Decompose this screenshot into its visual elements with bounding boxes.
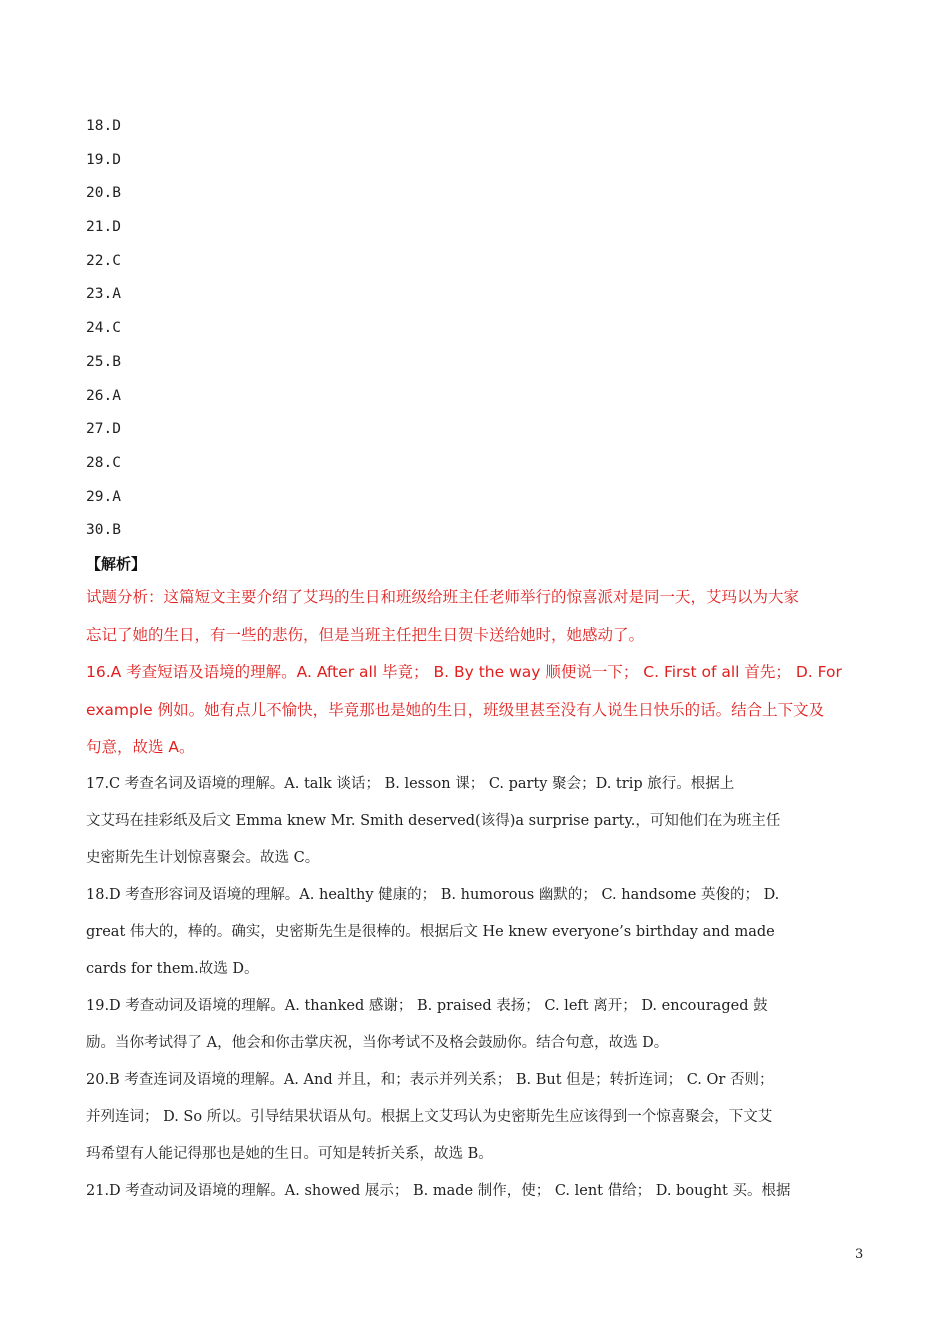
analysis-heading: 【解析】 <box>86 555 147 573</box>
page-number: 3 <box>855 1247 864 1262</box>
answer-item: 28.C <box>86 454 121 471</box>
explanation-line: example 例如。她有点儿不愉快，毕竟那也是她的生日，班级里甚至没有人说生日快乐的话。结合上下文及 <box>86 700 825 719</box>
explanation-line: 史密斯先生计划惊喜聚会。故选 C。 <box>86 850 320 866</box>
answer-item: 24.C <box>86 320 121 337</box>
explanation-line: cards for them.故选 D。 <box>86 961 259 977</box>
analysis-summary <box>86 578 876 654</box>
explanation-line: 玛希望有人能记得那也是她的生日。可知是转折关系，故选 B。 <box>86 1146 493 1162</box>
answer-item: 18.D <box>86 118 121 134</box>
question-16-explanation <box>86 654 876 767</box>
explanation-line: 19.D 考查动词及语境的理解。A. thanked 感谢； B. praised 表扬； C. left 离开； D. encouraged 鼓 <box>86 998 768 1014</box>
answer-item: 19.D <box>86 151 121 168</box>
answer-item: 30.B <box>86 522 121 539</box>
answer-item: 23.A <box>86 286 121 303</box>
analysis-line: 忘记了她的生日，有一些的悲伤，但是当班主任把生日贺卡送给她时，她感动了。 <box>86 626 645 644</box>
explanation-line: 17.C 考查名词及语境的理解。A. talk 谈话； B. lesson 课； C. party 聚会；D. trip 旅行。根据上 <box>86 776 735 792</box>
explanation-line: 18.D 考查形容词及语境的理解。A. healthy 健康的； B. humorous 幽默的； C. handsome 英俊的； D. <box>86 887 780 903</box>
answer-item: 27.D <box>86 421 121 438</box>
answer-item: 20.B <box>86 185 121 202</box>
explanation-line: 20.B 考查连词及语境的理解。A. And 并且，和；表示并列关系； B. But 但是；转折连词； C. Or 否则； <box>86 1072 774 1088</box>
analysis-line: 试题分析：这篇短文主要介绍了艾玛的生日和班级给班主任老师举行的惊喜派对是同一天，艾玛以为大家 <box>86 588 800 606</box>
answer-item: 25.B <box>86 353 121 370</box>
answer-item: 29.A <box>86 488 121 505</box>
answer-item: 26.A <box>86 387 121 404</box>
explanation-line: 并列连词； D. So 所以。引导结果状语从句。根据上文艾玛认为史密斯先生应该得到一个惊喜聚会，下文艾 <box>86 1109 773 1125</box>
explanation-line: 21.D 考查动词及语境的理解。A. showed 展示； B. made 制作，使； C. lent 借给； D. bought 买。根据 <box>86 1183 791 1199</box>
explanation-line: great 伟大的，棒的。确实，史密斯先生是很棒的。根据后文 He knew everyone’s birthday and made <box>86 924 775 940</box>
explanation-line: 句意，故选 A。 <box>86 738 195 756</box>
explanation-line: 文艾玛在挂彩纸及后文 Emma knew Mr. Smith deserved(该得)a surprise party.，可知他们在为班主任 <box>86 813 781 829</box>
explanation-line: 16.A 考查短语及语境的理解。A. After all 毕竟； B. By the way 顺便说一下； C. First of all 首先； D. For <box>86 663 842 681</box>
answer-list <box>86 112 121 550</box>
explanation-line: 励。当你考试得了 A，他会和你击掌庆祝，当你考试不及格会鼓励你。结合句意，故选 D。 <box>86 1035 669 1051</box>
answer-item: 21.D <box>86 219 121 236</box>
explanations-body <box>86 766 876 1210</box>
answer-item: 22.C <box>86 252 121 269</box>
